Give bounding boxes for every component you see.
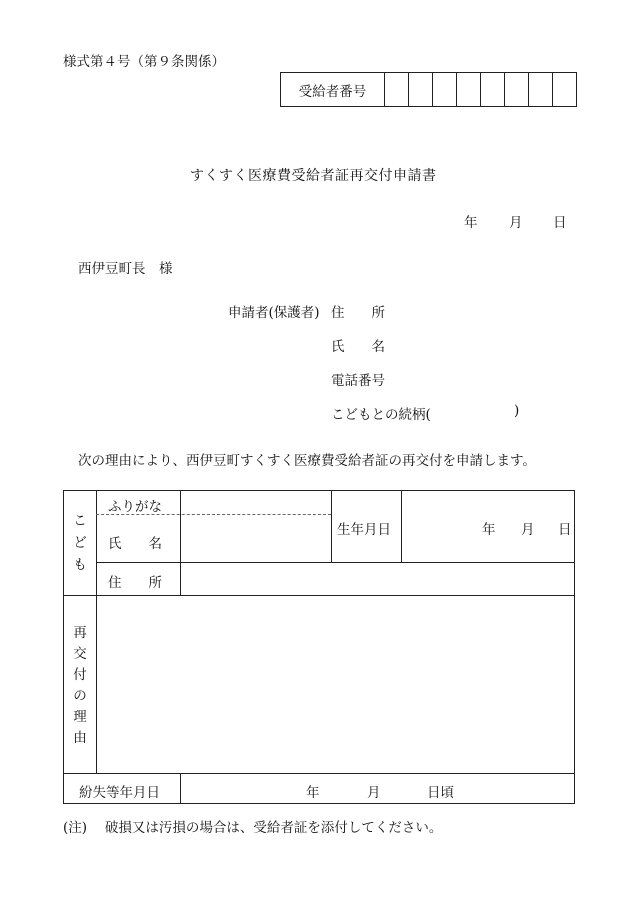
recipient-number-box[interactable] xyxy=(385,73,409,107)
page-title: すくすく医療費受給者証再交付申請書 xyxy=(190,168,437,184)
child-name-label: 氏 名 xyxy=(108,536,162,552)
applicant-prefix: 申請者(保護者) xyxy=(228,305,320,321)
recipient-number-box[interactable] xyxy=(457,73,481,107)
reason-label-5: 理 xyxy=(73,709,87,725)
birth-day-label: 日 xyxy=(558,522,572,538)
reason-field[interactable] xyxy=(97,596,574,772)
recipient-number-box[interactable] xyxy=(409,73,433,107)
applicant-address-label: 住 所 xyxy=(331,305,385,321)
reason-label-3: 付 xyxy=(73,667,87,683)
lost-day-label: 日頃 xyxy=(427,785,454,801)
birth-year-label: 年 xyxy=(482,522,496,538)
application-table xyxy=(63,490,575,804)
applicant-relation-label: こどもとの続柄( xyxy=(331,407,431,423)
lost-date-field[interactable] xyxy=(181,774,574,803)
applicant-relation-close: ) xyxy=(514,403,520,419)
recipient-number-table xyxy=(280,72,577,107)
recipient-number-label: 受給者番号 xyxy=(281,73,385,107)
child-name-field[interactable] xyxy=(181,516,330,561)
intro-text: 次の理由により、西伊豆町すくすく医療費受給者証の再交付を申請します。 xyxy=(78,453,536,469)
recipient-number-box[interactable] xyxy=(529,73,553,107)
child-label-2: ど xyxy=(73,535,87,551)
lost-date-label: 紛失等年月日 xyxy=(79,785,160,801)
date-year-label: 年 xyxy=(464,215,478,231)
child-address-field[interactable] xyxy=(181,563,574,594)
recipient-number-box[interactable] xyxy=(433,73,457,107)
reason-label-2: 交 xyxy=(73,646,87,662)
reason-label-1: 再 xyxy=(73,625,87,641)
birth-month-label: 月 xyxy=(521,522,535,538)
note: (注) 破損又は汚損の場合は、受給者証を添付してください。 xyxy=(63,820,443,836)
recipient-number-box[interactable] xyxy=(505,73,529,107)
date-day-label: 日 xyxy=(553,215,567,231)
recipient-number-box[interactable] xyxy=(553,73,577,107)
child-label-3: も xyxy=(73,557,87,573)
reason-label-4: の xyxy=(73,688,87,704)
lost-month-label: 月 xyxy=(367,785,381,801)
furigana-label: ふりがな xyxy=(108,499,162,515)
form-number: 様式第４号（第９条関係） xyxy=(63,54,225,70)
child-label-1: こ xyxy=(73,513,87,529)
date-month-label: 月 xyxy=(509,215,523,231)
reason-label-6: 由 xyxy=(73,730,87,746)
child-address-label: 住 所 xyxy=(108,575,162,591)
recipient-number-box[interactable] xyxy=(481,73,505,107)
applicant-name-label: 氏 名 xyxy=(331,339,385,355)
lost-year-label: 年 xyxy=(306,785,320,801)
addressee: 西伊豆町長 様 xyxy=(78,261,173,277)
applicant-phone-label: 電話番号 xyxy=(331,373,385,389)
furigana-field[interactable] xyxy=(181,492,330,513)
birthdate-label: 生年月日 xyxy=(337,522,391,538)
